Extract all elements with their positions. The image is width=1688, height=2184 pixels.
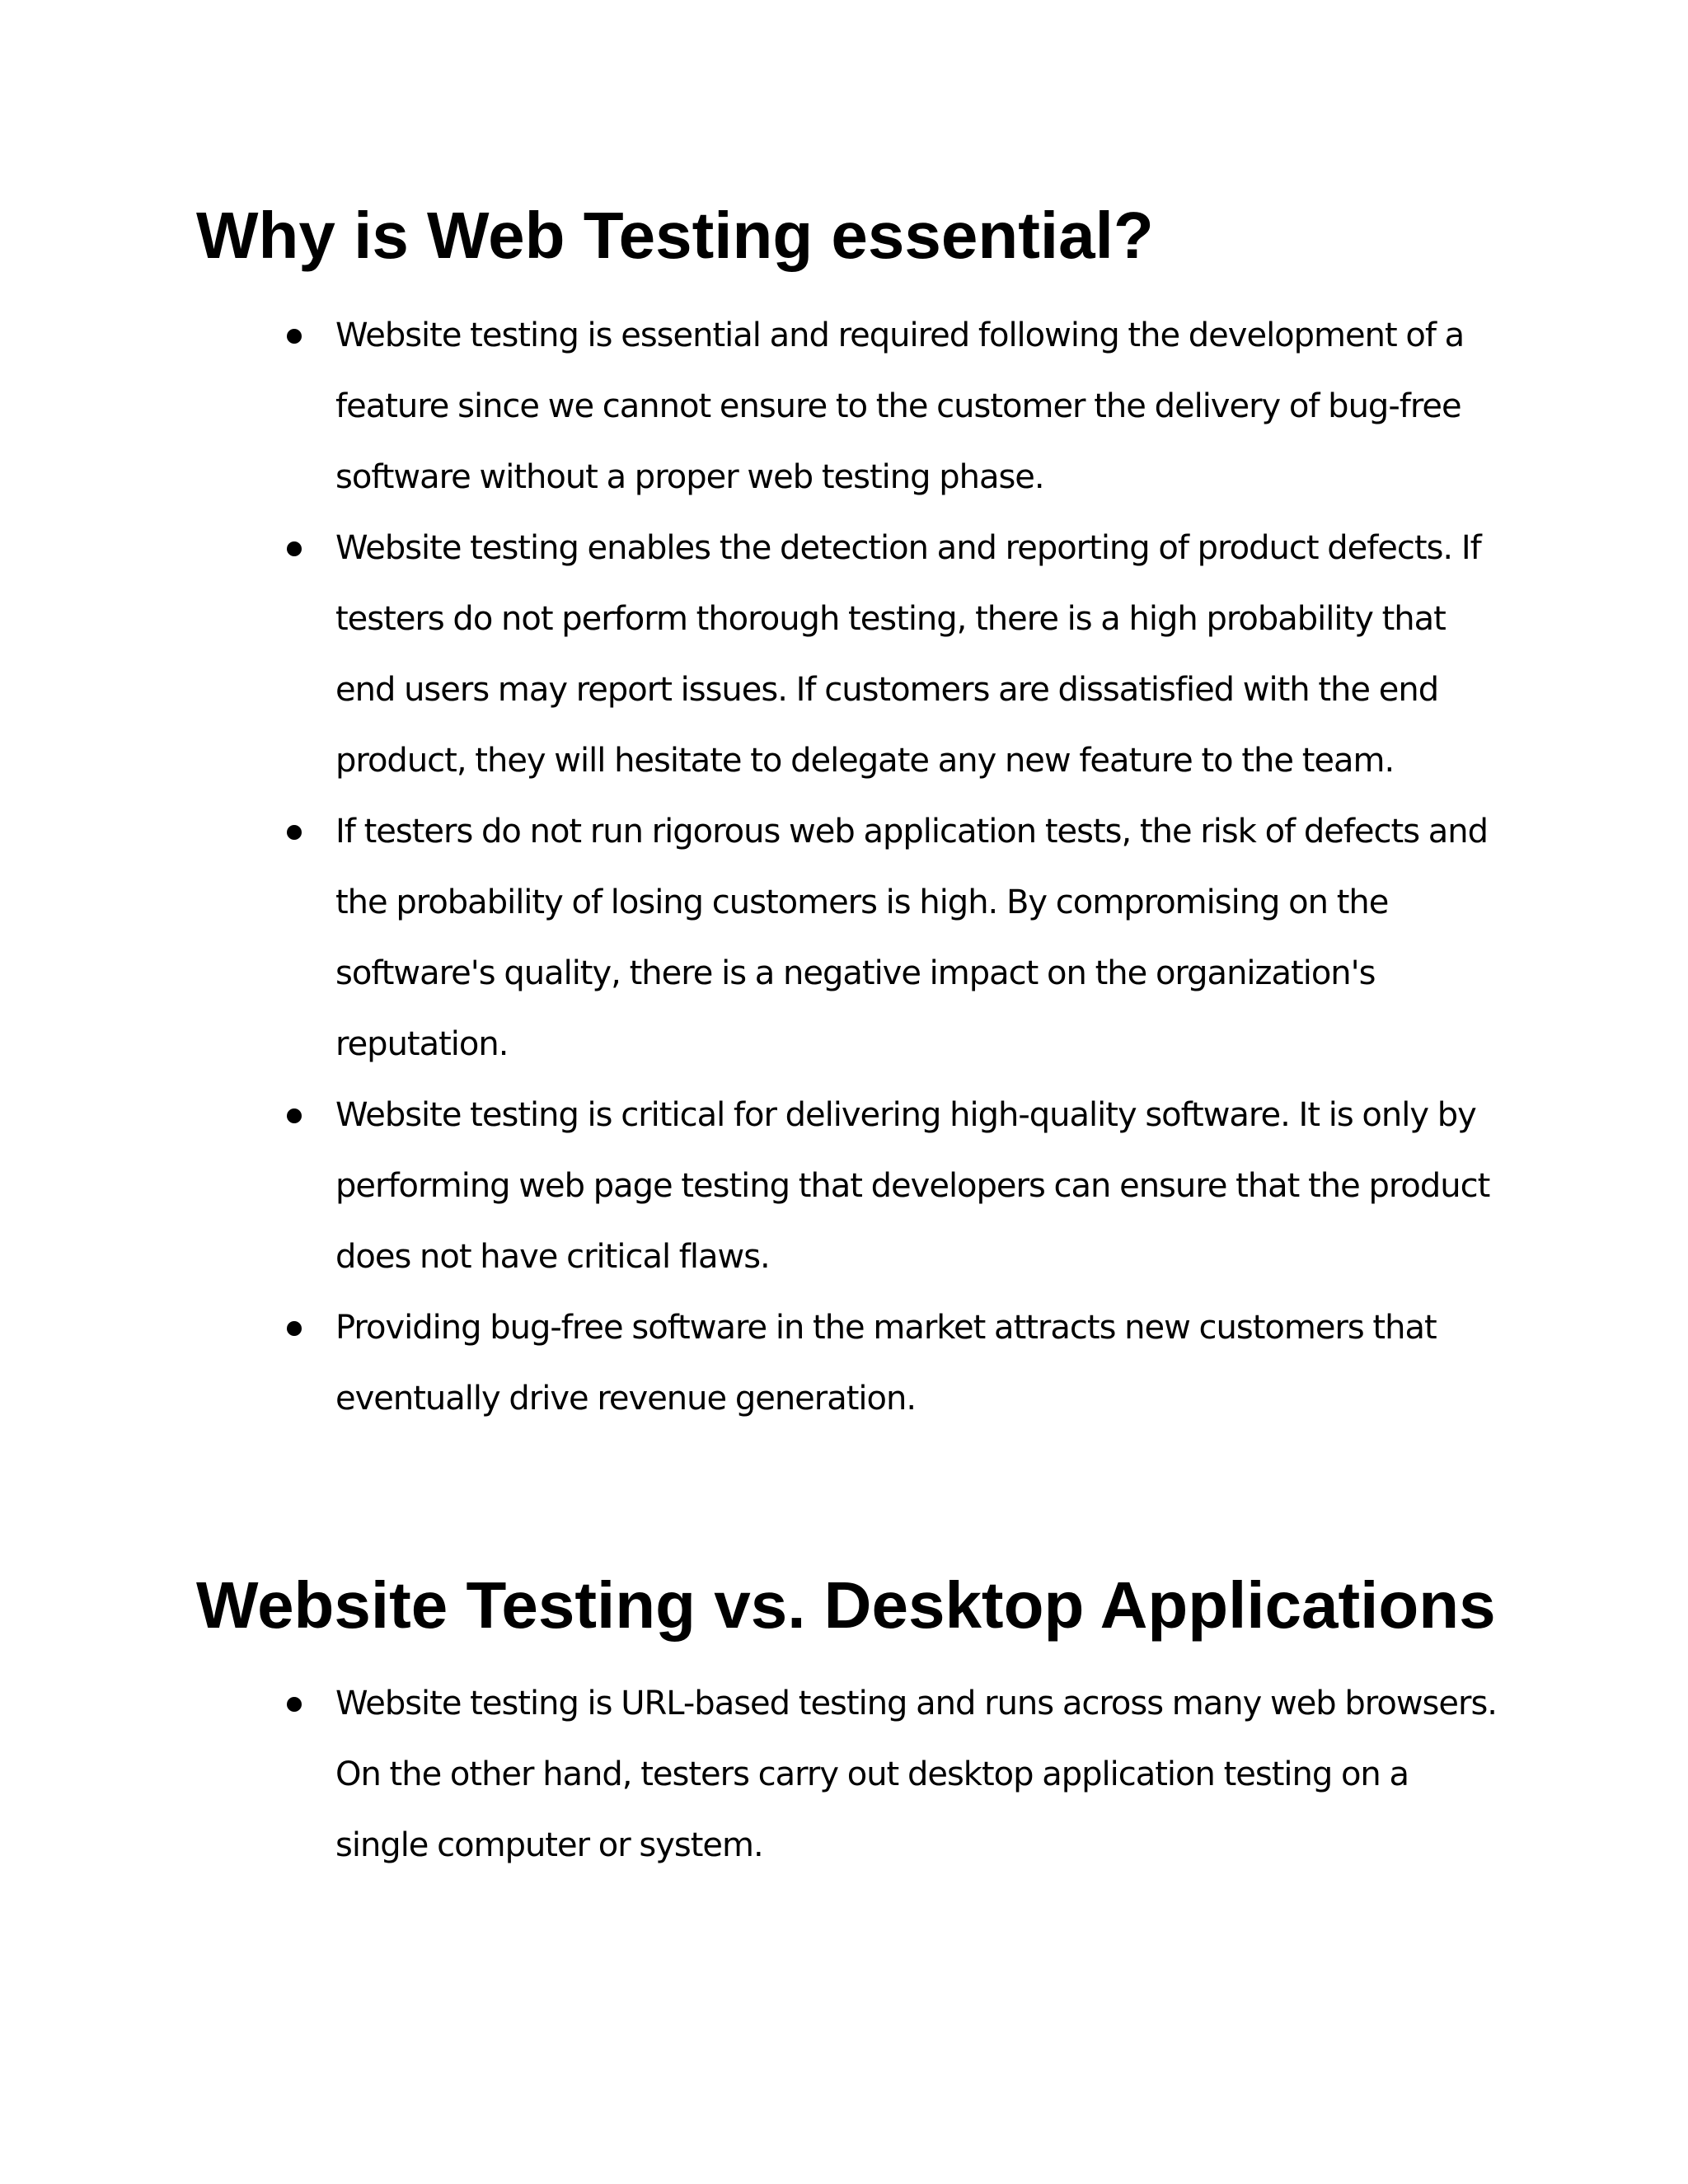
bullet-text: Website testing is essential and required following the development of a feature since we cannot ensure to the customer the delivery of bug-free software without a proper web testing phase. bbox=[335, 316, 1465, 496]
bullet-icon bbox=[287, 1697, 302, 1712]
bullet-text: Website testing is URL-based testing and runs across many web browsers. On the other hand, testers carry out desktop application testing on a single computer or system. bbox=[335, 1685, 1497, 1864]
bullet-text: Providing bug-free software in the market attracts new customers that eventually drive revenue generation. bbox=[335, 1309, 1437, 1418]
list-item bbox=[0, 796, 1506, 1080]
section-heading-why-web-testing: Why is Web Testing essential? bbox=[196, 199, 1154, 272]
list-item bbox=[0, 1292, 1506, 1434]
bullet-text: Website testing is critical for delivering high-quality software. It is only by performing web page testing that developers can ensure that the product does not have critical flaws. bbox=[335, 1096, 1490, 1276]
bullet-text: Website testing enables the detection and reporting of product defects. If testers do not perform thorough testing, there is a high probability that end users may report issues. If customers are dissatisfied with the end product, they will hesitate to delegate any new feature to the team. bbox=[335, 529, 1481, 780]
bullet-icon bbox=[287, 541, 302, 556]
list-item bbox=[0, 513, 1506, 796]
list-item bbox=[0, 1668, 1506, 1881]
bullet-list-website-vs-desktop bbox=[0, 1668, 1688, 1881]
bullet-text: If testers do not run rigorous web application tests, the risk of defects and the probability of losing customers is high. By compromising on the software's quality, there is a negative impact on the organization's reputation. bbox=[335, 813, 1489, 1063]
bullet-icon bbox=[287, 1108, 302, 1123]
list-item bbox=[0, 300, 1506, 513]
bullet-icon bbox=[287, 1321, 302, 1336]
section-heading-website-vs-desktop: Website Testing vs. Desktop Applications bbox=[196, 1568, 1496, 1642]
bullet-icon bbox=[287, 825, 302, 840]
bullet-icon bbox=[287, 329, 302, 344]
bullet-list-why-web-testing bbox=[0, 300, 1688, 1434]
list-item bbox=[0, 1080, 1506, 1292]
